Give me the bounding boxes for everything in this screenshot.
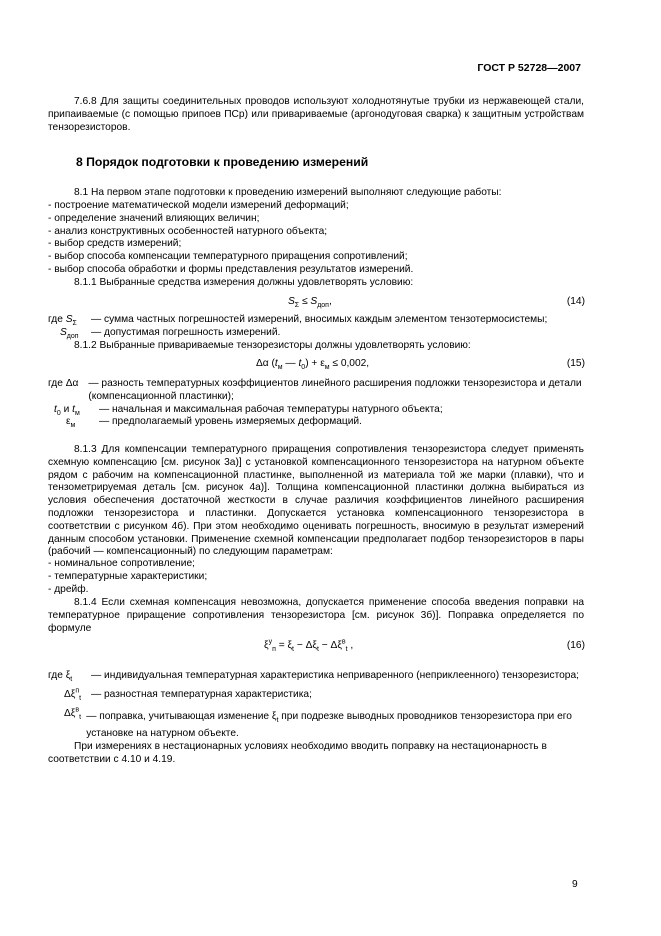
- def-symbol-sub: t: [79, 694, 82, 702]
- formula-15-t2-sub: 0: [301, 364, 306, 372]
- formula-15-number: (15): [566, 358, 585, 369]
- def-symbol: Δα: [65, 378, 79, 389]
- definition-term: [48, 378, 85, 404]
- list-item: - анализ конструктивных особенностей натурного объекта;: [48, 225, 328, 237]
- def-symbol: S: [60, 326, 67, 338]
- definition-row: [48, 314, 588, 327]
- definitions-16: [48, 670, 588, 742]
- formula-16-sub: t: [292, 646, 294, 654]
- definition-text: — допустимая погрешность измерений.: [91, 326, 281, 338]
- definition-text: — сумма частных погрешностей измерений, вносимых каждым элементом тензотермосистемы;: [91, 314, 548, 325]
- formula-14-lhs: S: [288, 296, 295, 307]
- formula-15-t2: t: [298, 358, 302, 369]
- def-inline-symbol: ξ: [271, 710, 277, 722]
- where-word: где: [48, 314, 63, 325]
- where-word: где: [48, 670, 63, 681]
- paragraph-8-1-3: 8.1.3 Для компенсации температурного приращения сопротивления тензорезистора следует применять схемную компенсацию [см. рисунок 3а)] с установкой компенсационного тензорезистора на натурном объекте рядом с рабочим на компенсационной пластинке, выполненной из материала той же марки (плавки), что и тензометрируемая деталь [см. рисунок 4а)]. Толщина компенсационной пластинки должна выбираться из условия обеспечения достаточной жесткости в случае различия коэффициентов линейного расширения подложки тензорезистора и пластинки. Допускается установка компенсационного тензорезистора в соответствии с рисунком 4б). При этом необходимо оценивать погрешность, вносимую в результат измерений данным способом установки. Применение схемной компенсации предполагает подбор тензорезисторов в пары (рабочий — компенсационный) по следующим параметрам:: [48, 444, 584, 558]
- list-item: - выбор способа обработки и формы представления результатов измерений.: [48, 263, 414, 275]
- def-symbol: t: [54, 403, 57, 415]
- list-item: - выбор средств измерений;: [48, 238, 182, 250]
- formula-16-sup: у: [268, 638, 273, 646]
- where-word: где: [48, 378, 63, 389]
- definition-term: [48, 314, 88, 327]
- def-symbol: ε: [66, 416, 71, 428]
- def-symbol-sub: 0: [56, 409, 61, 417]
- formula-14-rhs: S: [310, 296, 318, 307]
- formula-15-part: —: [282, 358, 299, 369]
- definitions-15: [48, 378, 588, 429]
- section-8-title: 8 Порядок подготовки к проведению измерений: [76, 155, 369, 169]
- formula-16-end: ,: [347, 640, 354, 651]
- list-item: - температурные характеристики;: [48, 570, 208, 582]
- formula-16: [264, 640, 353, 653]
- list-item: - определение значений влияющих величин;: [48, 212, 260, 224]
- def-and: и: [63, 403, 70, 415]
- formula-15-eps-sub: м: [324, 364, 330, 372]
- formula-15-part: ≤ 0,002,: [329, 358, 370, 369]
- def-inline-sub: t: [276, 716, 279, 724]
- definition-row: [48, 708, 588, 742]
- formula-16-eq: =: [275, 640, 288, 651]
- definition-text: — предполагаемый уровень измеряемых деформаций.: [99, 416, 362, 428]
- def-symbol-sub: м: [74, 409, 80, 417]
- definition-term: [48, 404, 96, 417]
- formula-14-end: ,: [328, 296, 332, 307]
- definitions-14: [48, 314, 588, 340]
- def-symbol: Δξ: [64, 707, 76, 719]
- definition-text: [81, 708, 588, 742]
- definition-term: [48, 689, 86, 702]
- page-number: 9: [572, 879, 578, 890]
- paragraph-8-1: 8.1 На первом этапе подготовки к проведению измерений выполняют следующие работы:: [74, 187, 502, 198]
- formula-15-part: Δα (: [256, 358, 275, 369]
- def-symbol-sup: п: [75, 687, 80, 695]
- formula-16-xi: ξ: [264, 640, 269, 651]
- paragraph-8-1-4: 8.1.4 Если схемная компенсация невозможна, допускается применение способа введения поправки на температурное приращение сопротивления тензорезистора [см. рисунок 3б)]. Поправка определяется по формуле: [48, 597, 584, 634]
- definition-row: [48, 416, 588, 429]
- formula-15-t1: t: [274, 358, 278, 369]
- formula-15-part: ) +: [305, 358, 321, 369]
- doc-header-code: ГОСТ Р 52728—2007: [477, 62, 581, 74]
- definition-row: [48, 689, 588, 702]
- definition-row: [48, 670, 588, 683]
- formula-16-xi: ξ: [287, 640, 293, 651]
- formula-14-lhs-sub: Σ: [294, 302, 300, 310]
- list-item: - выбор способа компенсации температурного приращения сопротивлений;: [48, 251, 408, 263]
- definition-term: [48, 670, 86, 683]
- def-symbol: Δξ: [64, 688, 76, 700]
- def-symbol-sub: м: [70, 422, 76, 430]
- formula-14: [288, 296, 332, 309]
- formula-16-term: − Δξ: [294, 640, 317, 651]
- def-symbol: S: [65, 314, 73, 325]
- list-8-1: [48, 200, 584, 277]
- def-symbol-sub: t: [70, 676, 73, 684]
- definition-text: — разность температурных коэффициентов линейного расширения подложки тензорезистора и детали (компенсационной пластинки);: [88, 378, 582, 402]
- def-symbol-sub: t: [79, 713, 82, 721]
- definition-text-part: при подрезке выводных проводников тензорезистора при его установке на натурном объекте.: [86, 710, 572, 739]
- formula-16-sup: в: [341, 638, 346, 646]
- definition-term: [48, 416, 96, 429]
- formula-14-op: ≤: [301, 296, 308, 307]
- paragraph-8-1-2: 8.1.2 Выбранные привариваемые тензорезисторы должны удовлетворять условию:: [74, 340, 471, 351]
- formula-15-eps: ε: [320, 358, 325, 369]
- formula-15: [256, 358, 369, 371]
- formula-16-sub: t: [345, 646, 348, 654]
- formula-16-sub: п: [272, 646, 276, 654]
- def-symbol-sub: доп: [66, 332, 79, 340]
- def-symbol-sub: Σ: [72, 320, 77, 328]
- paragraph-final: При измерениях в нестационарных условиях необходимо вводить поправку на нестационарность в соответствии с 4.10 и 4.19.: [48, 741, 547, 765]
- list-item: - номинальное сопротивление;: [48, 558, 195, 569]
- formula-14-number: (14): [566, 296, 585, 307]
- list-item: - дрейф.: [48, 583, 89, 595]
- def-symbol-sup: в: [75, 706, 80, 714]
- list-8-1-3: [48, 558, 584, 596]
- definition-text: — начальная и максимальная рабочая температуры натурного объекта;: [99, 403, 443, 415]
- paragraph-8-1-1: 8.1.1 Выбранные средства измерения должны удовлетворять условию:: [74, 277, 414, 288]
- definition-term: [48, 327, 88, 340]
- formula-16-term: − Δξ: [318, 640, 342, 651]
- paragraph-7-6-8: 7.6.8 Для защиты соединительных проводов используют холоднотянутые трубки из нержавеющей стали, припаиваемые (с помощью припоев ПСр) или привариваемые (аргонодуговая сварка) к защитным устройствам тензорезисторов.: [48, 96, 584, 133]
- definition-row: [48, 327, 588, 340]
- def-symbol: ξ: [65, 670, 71, 681]
- definition-text: — индивидуальная температурная характеристика неприваренного (неприклеенного) тензорезистора;: [91, 670, 579, 681]
- list-item: - построение математической модели измерений деформаций;: [48, 200, 349, 211]
- definition-row: [48, 378, 588, 404]
- definition-term: [48, 708, 81, 742]
- formula-14-rhs-sub: доп: [317, 302, 329, 310]
- formula-16-number: (16): [566, 640, 585, 651]
- def-symbol: t: [72, 403, 75, 415]
- definition-text-part: — поправка, учитывающая изменение: [86, 710, 270, 722]
- formula-16-sub: t: [316, 646, 319, 654]
- formula-15-t1-sub: м: [277, 364, 283, 372]
- definition-text: — разностная температурная характеристика;: [91, 688, 312, 700]
- definition-row: [48, 404, 588, 417]
